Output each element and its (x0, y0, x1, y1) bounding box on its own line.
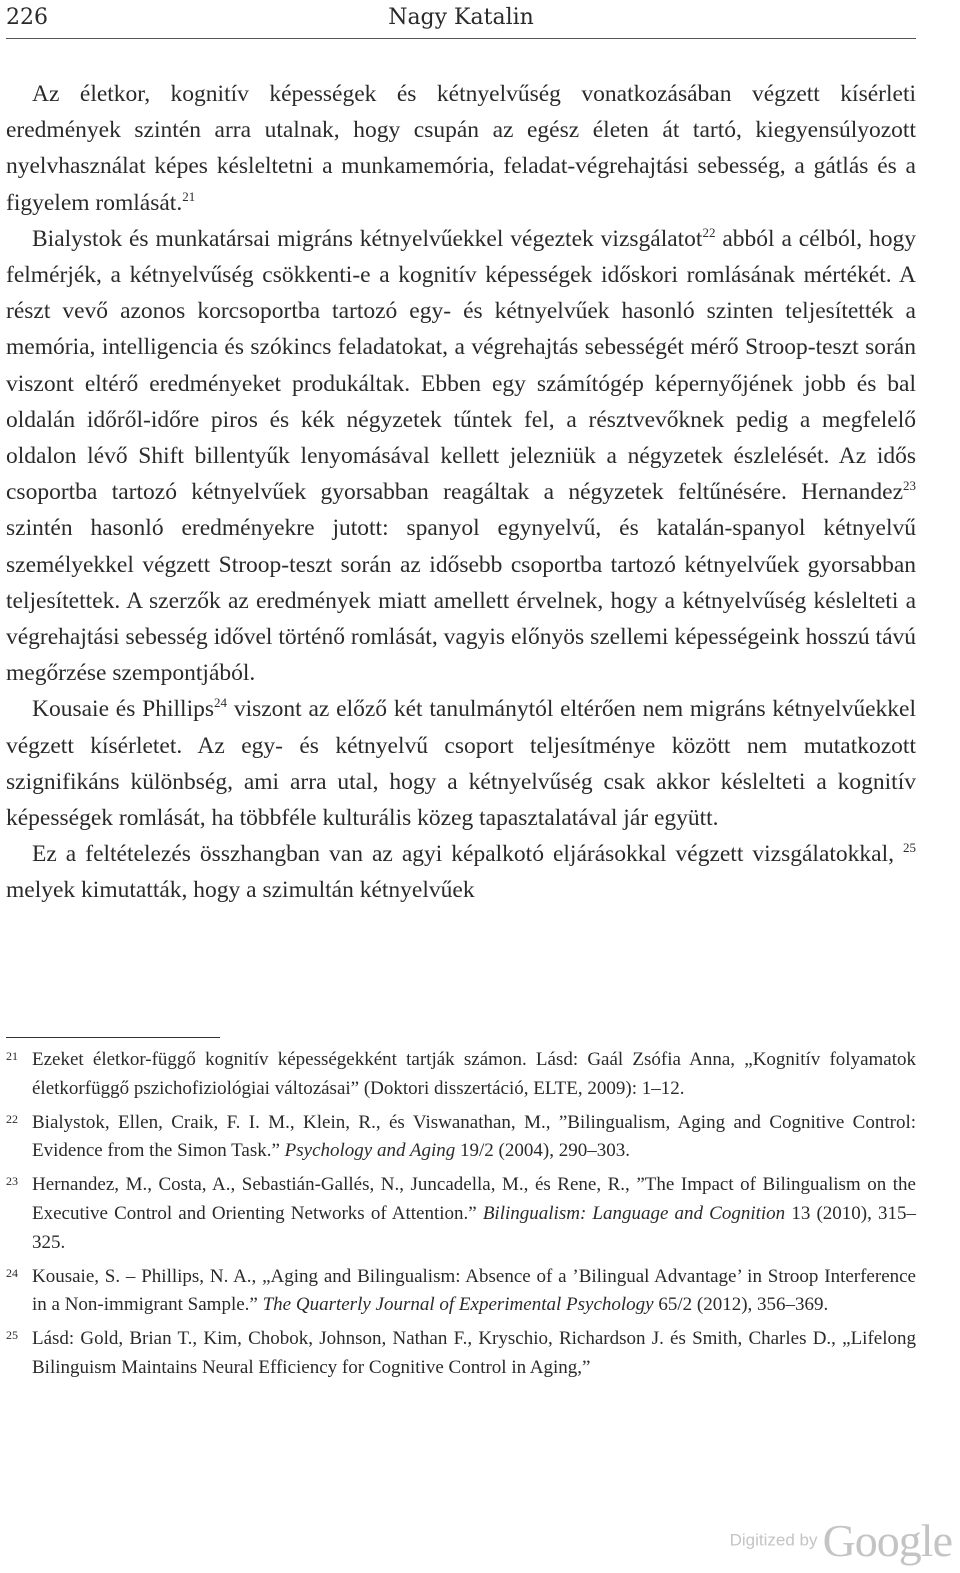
footnote-number: 23 (6, 1174, 18, 1189)
paragraph-4: Ez a feltételezés összhangban van az agyi képalkotó eljárásokkal végzett vizsgálatokkal, $^{25}$ melyek kimutatták, hogy a szimultán kétnyelvűek (6, 840, 916, 904)
footnotes (6, 1046, 916, 1388)
page-header (6, 4, 916, 39)
main-text (6, 76, 916, 909)
running-head: Nagy Katalin (388, 5, 534, 30)
journal-title: Psychology and Aging (284, 1140, 456, 1162)
footnote-ref-24[interactable]: 24 (214, 695, 228, 711)
footnote-separator (6, 1037, 220, 1038)
journal-title: Bilingualism: Language and Cognition (482, 1202, 786, 1224)
journal-title: The Quarterly Journal of Experimental Psychology (262, 1294, 654, 1316)
footnote-ref-22[interactable]: 22 (702, 224, 716, 240)
footnote-number: 21 (6, 1049, 18, 1063)
paragraph-2: Bialystok és munkatársai migráns kétnyelvűekkel végeztek vizsgálatot$^{22}$ abból a célból, hogy felmérjék, a kétnyelvűség csökkenti-e a kognitív képességek időskori romlásának mértékét. A részt vevő azonos korcsoportba tartozó egy- és kétnyelvűek hasonló szinten teljesítették a memória, intelligencia és szókincs feladatokat, a végrehajtás sebességét mérő Stroop-teszt során viszont eltérő eredményeket produkáltak. Ebben egy számítógép képernyőjének jobb és bal oldalán időről-időre piros és kék négyzetek tűntek fel, a résztvevőknek pedig a megfelelő oldalon lévő Shift billentyűk lenyomásával kellett jelezniük a négyzetek észlelését. Az idős csoportba tartozó kétnyelvűek gyorsabban reagáltak a négyzetek feltűnésére. Hernandez$^{23}$ szintén hasonló eredményekre jutott: spanyol egynyelvű, és katalán-spanyol kétnyelvű személyekkel végzett Stroop-teszt során az idősebb csoportba tartozó kétnyelvűek gyorsabban teljesítettek. A szerzők az eredmények miatt amellett érvelnek, hogy a kétnyelvűség késlelteti a végrehajtási sebesség idővel történő romlását, vagyis előnyös szellemi képességeink hosszú távú megőrzése szempontjából. (6, 224, 916, 687)
footnote-25: 25 Lásd: Gold, Brian T., Kim, Chobok, Johnson, Nathan F., Kryschio, Richardson J. és Smith, Charles D., „Lifelong Bilinguism Maintains Neural Efficiency for Cognitive Control in Aging,” (6, 1325, 916, 1383)
footnote-number: 25 (6, 1328, 18, 1343)
footnote-23: 23 Hernandez, M., Costa, A., Sebastián-Gallés, N., Juncadella, M., és Rene, R., ”The Impact of Bilingualism on the Executive Control and Orienting Networks of Attention.” Bilingualism: Language and Cognition 13 (2010), 315–325. (6, 1171, 916, 1257)
footnote-ref-23[interactable]: 23 (903, 478, 916, 494)
watermark-prefix: Digitized by (729, 1530, 818, 1550)
footnote-ref-21[interactable]: 21 (182, 188, 196, 204)
footnote-21: 21 Ezeket életkor-függő kognitív képességekként tartják számon. Lásd: Gaál Zsófia Anna, „Kognitív folyamatok életkorfüggő pszichofiziológiai változásai” (Doktori disszertáció, ELTE, 2009): 1–12. (6, 1046, 916, 1104)
footnote-number: 24 (6, 1265, 18, 1280)
footnote-24: 24 Kousaie, S. – Phillips, N. A., „Aging and Bilingualism: Absence of a ’Bilingual Advantage’ in Stroop Interference in a Non-immigrant Sample.” The Quarterly Journal of Experimental Psychology 65/2 (2012), 356–369. (6, 1263, 916, 1321)
google-logo: Google (822, 1515, 952, 1566)
digitized-by-watermark (730, 1514, 952, 1567)
paragraph-3: Kousaie és Phillips$^{24}$ viszont az előző két tanulmánytól eltérően nem migráns kétnyelvűekkel végzett kísérletet. Az egy- és kétnyelvű csoport teljesítménye között nem mutatkozott szignifikáns különbség, ami arra utal, hogy a kétnyelvűség csak akkor késlelteti a kognitív képességek romlását, ha többféle kulturális közeg tapasztalatával jár együtt. (6, 695, 916, 832)
footnote-number: 22 (6, 1111, 18, 1126)
footnote-ref-25[interactable]: 25 (903, 840, 916, 856)
page-number: 226 (6, 5, 48, 30)
footnote-22: 22 Bialystok, Ellen, Craik, F. I. M., Klein, R., és Viswanathan, M., ”Bilingualism, Aging and Cognitive Control: Evidence from the Simon Task.” Psychology and Aging 19/2 (2004), 290–303. (6, 1109, 916, 1167)
paragraph-1: Az életkor, kognitív képességek és kétnyelvűség vonatkozásában végzett kísérleti eredmények szintén arra utalnak, hogy csupán az egész életen át tartó, kiegyensúlyozott nyelvhasználat képes késleltetni a munkamemória, feladat-végrehajtási sebesség, a gátlás és a figyelem romlását.$^{21}$ (6, 81, 916, 216)
